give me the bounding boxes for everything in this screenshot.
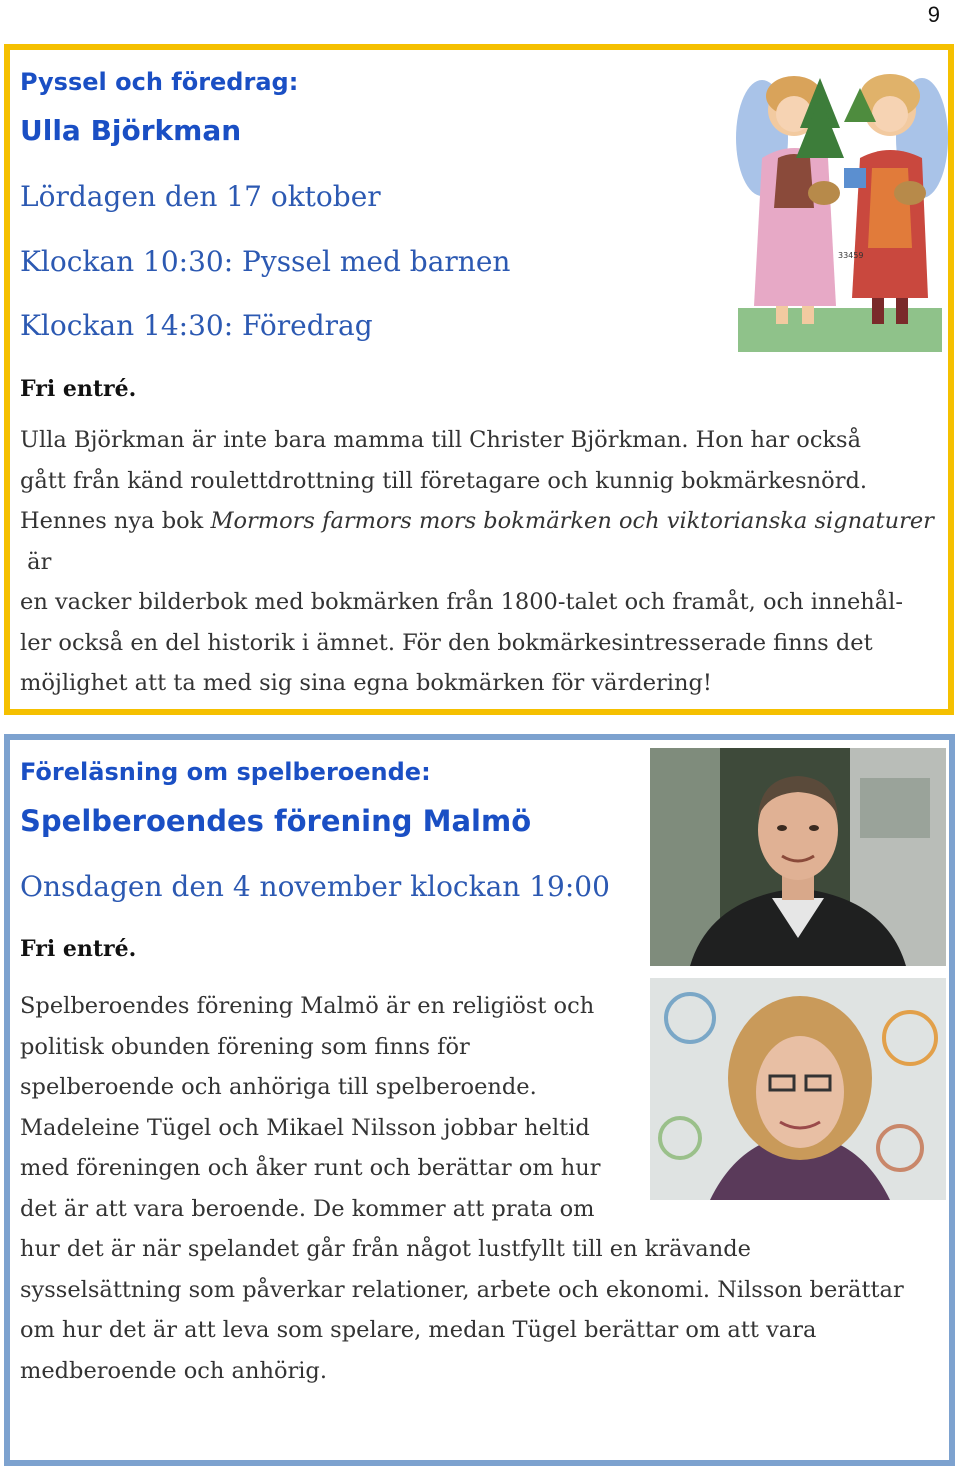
description-line-book <box>20 501 948 582</box>
description-line: med föreningen och åker runt och berättar om hur <box>20 1155 601 1181</box>
description-line: Madeleine Tügel och Mikael Nilsson jobbar heltid <box>20 1114 590 1141</box>
description-line: medberoende och anhörig. <box>20 1357 327 1384</box>
victorian-angels-illustration <box>732 58 948 352</box>
description-line: Spelberoendes förening Malmö är en religiöst och <box>20 993 595 1019</box>
description <box>20 420 948 704</box>
book-intro: Hennes nya bok <box>20 508 211 534</box>
photo-woman <box>650 978 946 1200</box>
description-line: ler också en del historik i ämnet. För den bokmärkesintresserade finns det <box>20 629 873 656</box>
entry-note: Fri entré. <box>20 376 137 402</box>
event-time-crafts: Klockan 10:30: Pyssel med barnen <box>20 245 511 278</box>
event-box-gambling <box>4 734 955 1466</box>
description-line: möjlighet att ta med sig sina egna bokmärken för värdering! <box>20 670 712 696</box>
event-title: Ulla Björkman <box>20 114 242 147</box>
description-line: spelberoende och anhöriga till spelberoende. <box>20 1074 537 1100</box>
page-number: 9 <box>927 2 940 27</box>
description-line: sysselsättning som påverkar relationer, arbete och ekonomi. Nilsson berättar <box>20 1276 904 1303</box>
event-kicker: Pyssel och föredrag: <box>20 68 299 96</box>
description-line: gått från känd roulettdrottning till företagare och kunnig bokmärkesnörd. <box>20 467 868 494</box>
entry-note: Fri entré. <box>20 936 137 962</box>
event-title: Spelberoendes förening Malmö <box>20 804 532 838</box>
event-date: Lördagen den 17 oktober <box>20 180 381 213</box>
description-line: om hur det är att leva som spelare, medan Tügel berättar om att vara <box>20 1317 817 1343</box>
photo-man <box>650 748 946 966</box>
description-line: politisk obunden förening som finns för <box>20 1033 470 1060</box>
description-line: hur det är när spelandet går från något lustfyllt till en krävande <box>20 1236 751 1262</box>
illustration-caption: 33459 <box>838 251 864 260</box>
event-date: Onsdagen den 4 november klockan 19:00 <box>20 870 610 903</box>
book-outro: är <box>20 548 52 575</box>
event-kicker: Föreläsning om spelberoende: <box>20 758 431 786</box>
description-line: det är att vara beroende. De kommer att prata om <box>20 1195 595 1222</box>
event-time-lecture: Klockan 14:30: Föredrag <box>20 309 373 342</box>
book-title: Mormors farmors mors bokmärken och viktorianska signaturer <box>210 508 934 534</box>
description-line: Ulla Björkman är inte bara mamma till Christer Björkman. Hon har också <box>20 427 862 453</box>
description-line: en vacker bilderbok med bokmärken från 1800-talet och framåt, och innehål- <box>20 589 903 615</box>
event-box-crafts <box>4 44 954 715</box>
